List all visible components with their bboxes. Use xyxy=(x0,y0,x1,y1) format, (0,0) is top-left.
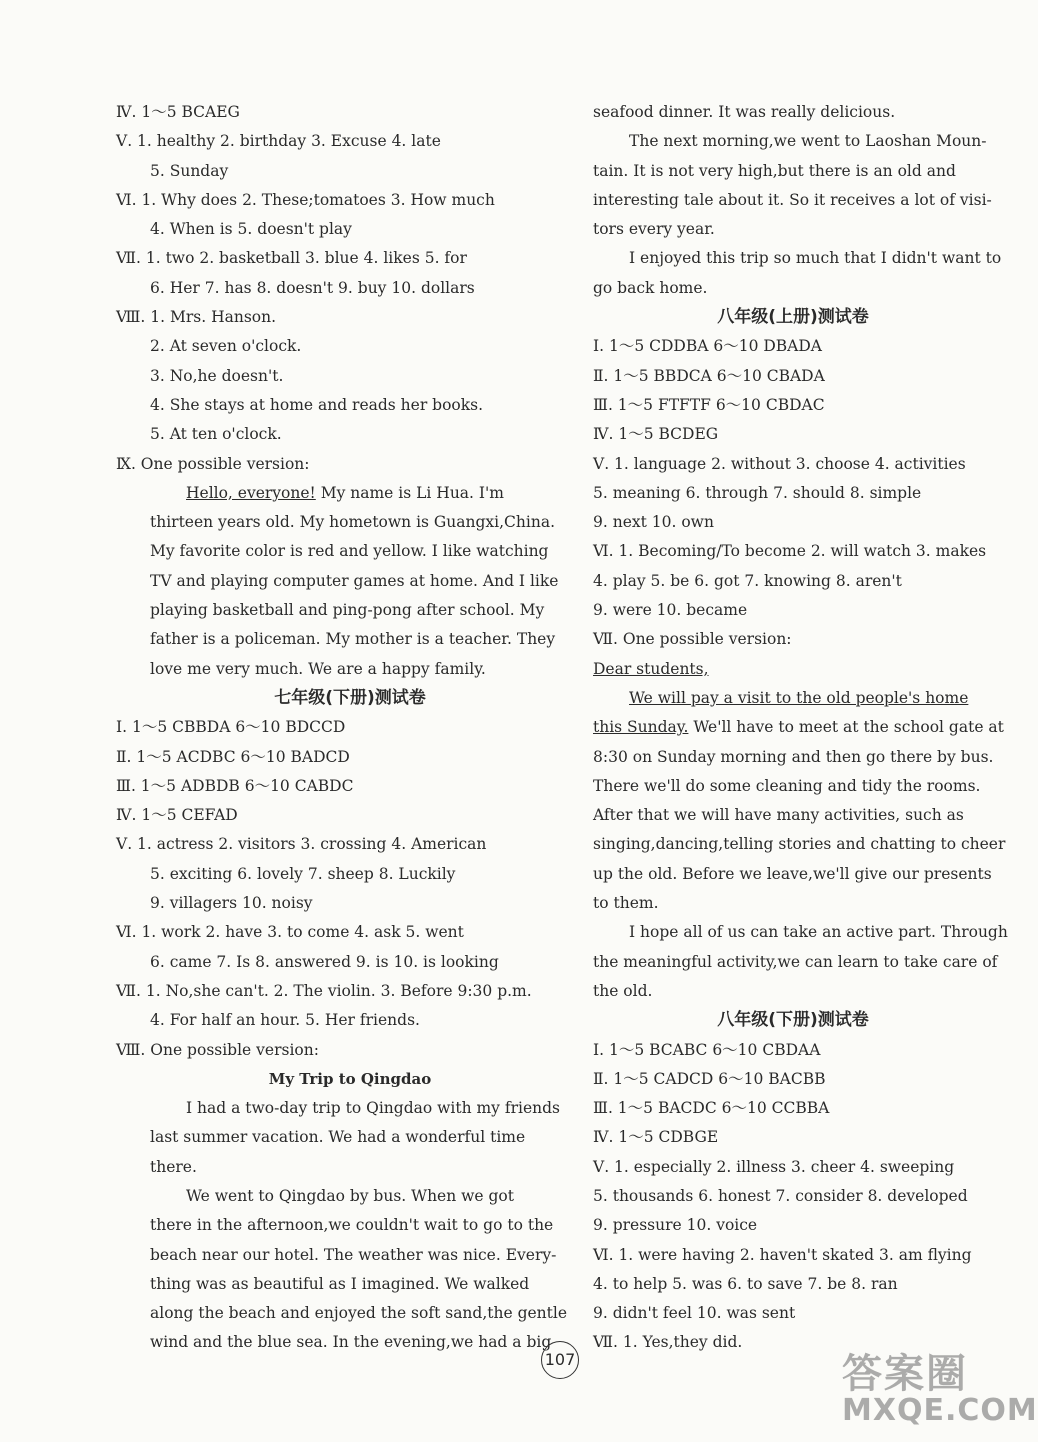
essay-line: I had a two-day trip to Qingdao with my friends xyxy=(186,1099,561,1118)
answer-line: 2. At seven o'clock. xyxy=(150,337,302,356)
essay-line: 8:30 on Sunday morning and then go there by bus. xyxy=(593,747,994,766)
essay-line: beach near our hotel. The weather was nice. Every- xyxy=(150,1245,557,1264)
answer-line: Ⅳ. 1～5 CEFAD xyxy=(116,806,238,825)
answer-line: Ⅱ. 1～5 BBDCA 6～10 CBADA xyxy=(593,366,825,385)
right-column xyxy=(593,98,1008,1358)
answer-line: Ⅲ. 1～5 ADBDB 6～10 CABDC xyxy=(116,776,354,795)
essay-line: TV and playing computer games at home. And I like xyxy=(150,571,559,590)
answer-line: Ⅵ. 1. Becoming/To become 2. will watch 3. makes xyxy=(593,542,987,561)
essay-salutation: Dear students, xyxy=(593,659,709,678)
answer-line: 9. were 10. became xyxy=(593,601,748,620)
essay-line: there in the afternoon,we couldn't wait to go to the xyxy=(150,1216,554,1235)
answer-line: Ⅲ. 1～5 BACDC 6～10 CCBBA xyxy=(593,1099,830,1118)
essay-line: along the beach and enjoyed the soft sand,the gentle xyxy=(150,1304,568,1323)
essay-line: father is a policeman. My mother is a teacher. They xyxy=(150,630,556,649)
answer-line: Ⅷ. One possible version: xyxy=(116,1040,319,1059)
answer-line: 6. came 7. Is 8. answered 9. is 10. is looking xyxy=(150,952,499,971)
essay-line: up the old. Before we leave,we'll give our presents xyxy=(593,864,992,883)
essay-text: We'll have to meet at the school gate at xyxy=(688,718,1004,737)
answer-line: Ⅳ. 1～5 CDBGE xyxy=(593,1128,719,1147)
essay-line: thirteen years old. My hometown is Guangxi,China. xyxy=(150,513,555,532)
essay-line: last summer vacation. We had a wonderful time xyxy=(150,1128,526,1147)
answer-line: Ⅶ. One possible version: xyxy=(593,630,792,649)
essay-line: There we'll do some cleaning and tidy the rooms. xyxy=(593,776,981,795)
essay-greeting: Hello, everyone! xyxy=(186,483,316,502)
answer-line: Ⅶ. 1. No,she can't. 2. The violin. 3. Before 9:30 p.m. xyxy=(116,981,532,1000)
page-number: 107 xyxy=(541,1341,579,1379)
essay-line: there. xyxy=(150,1157,197,1176)
answer-line xyxy=(593,479,993,508)
answer-line: 4. For half an hour. 5. Her friends. xyxy=(150,1011,420,1030)
essay-line: the meaningful activity,we can learn to take care of xyxy=(593,952,998,971)
essay-line: the old. xyxy=(593,981,653,1000)
answer-line: Ⅵ. 1. Why does 2. These;tomatoes 3. How much xyxy=(116,190,495,209)
answer-line: 4. She stays at home and reads her books. xyxy=(150,395,484,414)
answer-line: Ⅴ. 1. actress 2. visitors 3. crossing 4. American xyxy=(116,835,487,854)
answer-line: Ⅲ. 1～5 FTFTF 6～10 CBDAC xyxy=(593,395,825,414)
essay-line: After that we will have many activities, such as xyxy=(593,806,964,825)
essay-line: go back home. xyxy=(593,278,708,297)
answer-line: 6. Her 7. has 8. doesn't 9. buy 10. dollars xyxy=(150,278,475,297)
answer-line: 5. thousands 6. honest 7. consider 8. developed xyxy=(593,1186,968,1205)
answer-line: 9. pressure 10. voice xyxy=(593,1216,758,1235)
section-heading-grade8-second: 八年级(下册)测试卷 xyxy=(717,1010,869,1031)
essay-line: The next morning,we went to Laoshan Moun- xyxy=(629,132,987,151)
essay-line: love me very much. We are a happy family. xyxy=(150,659,486,678)
essay-line: My favorite color is red and yellow. I like watching xyxy=(150,542,549,561)
essay-line: We went to Qingdao by bus. When we got xyxy=(186,1186,514,1205)
answer-line: Ⅶ. 1. Yes,they did. xyxy=(593,1333,743,1352)
answer-line: Ⅳ. 1～5 BCDEG xyxy=(593,425,719,444)
answer-line: 9. didn't feel 10. was sent xyxy=(593,1304,796,1323)
answer-line: Ⅰ. 1～5 BCABC 6～10 CBDAA xyxy=(593,1040,821,1059)
answer-line: Ⅸ. One possible version: xyxy=(116,454,310,473)
answer-line: Ⅴ. 1. especially 2. illness 3. cheer 4. sweeping xyxy=(593,1157,955,1176)
answer-line: Ⅶ. 1. two 2. basketball 3. blue 4. likes 5. for xyxy=(116,249,467,268)
answer-line: 4. to help 5. was 6. to save 7. be 8. ran xyxy=(593,1274,898,1293)
answer-line: Ⅷ. 1. Mrs. Hanson. xyxy=(116,308,277,327)
essay-title: My Trip to Qingdao xyxy=(268,1069,432,1088)
essay-line: We will pay a visit to the old people's home xyxy=(629,688,969,707)
answer-line: 4. When is 5. doesn't play xyxy=(150,220,352,239)
section-heading-grade8-first: 八年级(上册)测试卷 xyxy=(717,307,869,328)
answer-line: Ⅴ. 1. language 2. without 3. choose 4. activities xyxy=(593,454,966,473)
essay-line xyxy=(593,713,1004,742)
answer-line: 5. exciting 6. lovely 7. sheep 8. Luckily xyxy=(150,864,456,883)
section-heading-grade7-second: 七年级(下册)测试卷 xyxy=(274,687,426,708)
answer-line: Ⅳ. 1～5 BCAEG xyxy=(116,103,240,121)
answer-line: Ⅵ. 1. were having 2. haven't skated 3. am flying xyxy=(593,1245,972,1264)
essay-text: this Sunday. xyxy=(593,718,689,737)
answer-line: 9. next 10. own xyxy=(593,513,714,532)
answer-line: Ⅰ. 1～5 CBBDA 6～10 BDCCD xyxy=(116,718,346,737)
essay-line: playing basketball and ping-pong after school. My xyxy=(150,601,545,620)
answer-line: 9. villagers 10. noisy xyxy=(150,894,313,913)
watermark-domain: MXQE.COM xyxy=(842,1393,1038,1428)
essay-line: tors every year. xyxy=(593,220,715,239)
essay-line: thing was as beautiful as I imagined. We walked xyxy=(150,1274,530,1293)
answer-line: Ⅵ. 1. work 2. have 3. to come 4. ask 5. went xyxy=(116,923,464,942)
answer-line: 5. Sunday xyxy=(150,161,229,180)
essay-line: tain. It is not very high,but there is an old and xyxy=(593,161,956,180)
left-column xyxy=(116,98,568,1358)
answer-line: 5. At ten o'clock. xyxy=(150,425,282,444)
essay-line xyxy=(593,655,993,684)
answer-line: Ⅰ. 1～5 CDDBA 6～10 DBADA xyxy=(593,337,822,356)
site-watermark xyxy=(842,1342,1038,1438)
answer-line: Ⅱ. 1～5 ACDBC 6～10 BADCD xyxy=(116,747,350,766)
essay-line xyxy=(150,479,550,508)
answer-text: 5. meaning 6. through 7. should 8. simple xyxy=(593,483,922,502)
essay-line: wind and the blue sea. In the evening,we had a big xyxy=(150,1333,552,1352)
essay-line: to them. xyxy=(593,894,659,913)
essay-line: I enjoyed this trip so much that I didn't want to xyxy=(629,249,1002,268)
essay-text: My name is Li Hua. I'm xyxy=(315,483,504,502)
answer-line: Ⅱ. 1～5 CADCD 6～10 BACBB xyxy=(593,1069,826,1088)
essay-line: interesting tale about it. So it receives a lot of visi- xyxy=(593,190,992,209)
answer-line: Ⅴ. 1. healthy 2. birthday 3. Excuse 4. late xyxy=(116,132,441,151)
answer-line: 4. play 5. be 6. got 7. knowing 8. aren't xyxy=(593,571,902,590)
essay-line: seafood dinner. It was really delicious. xyxy=(593,103,896,121)
answer-line: 3. No,he doesn't. xyxy=(150,366,284,385)
essay-line: singing,dancing,telling stories and chatting to cheer xyxy=(593,835,1006,854)
essay-line: I hope all of us can take an active part. Through xyxy=(629,923,1008,942)
watermark-logo-text: 答案圈 xyxy=(842,1351,968,1397)
